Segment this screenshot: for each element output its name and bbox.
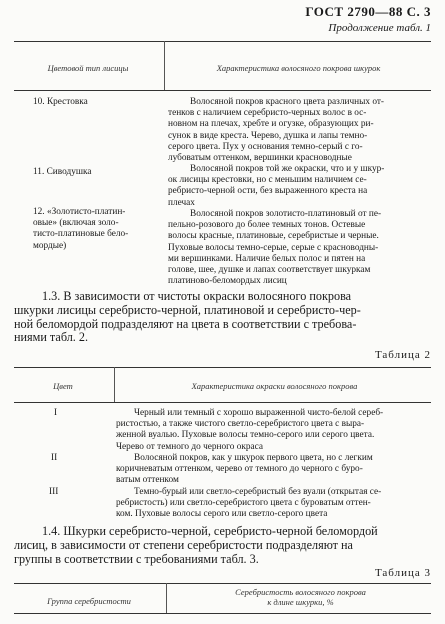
table1-header-divider: [164, 41, 165, 90]
table3-top-rule: [14, 583, 431, 584]
table1-row-desc: Волосяной покров золотисто-платиновый от пе- пельно-розового до более темных тонов. Остевые волосы красные, платиновые, серебристые и черные. Пуховые волосы темно-серые, серые с красноводны- ми вершинками. Наличие белых полос и пятен на голове, шее, душке и лапах соответствует шкуркам платиново-беломордых лисиц: [168, 209, 382, 287]
table1-row-type: 12. «Золотисто-платин- овые» (включая золо- тисто-платиновые бело- мордые): [33, 207, 129, 251]
table2-row-color: II: [51, 453, 58, 463]
table2-row-desc: Черный или темный с хорошо выраженной чисто-белой сереб- ристостью, а также чистого светло-серебристого цвета с выра- женной вуалью. Пуховые волосы темно-серого или серого цвета. Черево от темного до черного окраса: [116, 408, 384, 452]
table2-header-desc: Характеристика окраски волосяного покрова: [191, 381, 358, 391]
table3-header-group: Группа серебристости: [47, 596, 131, 606]
table3-header-rule: [14, 613, 431, 614]
table1-header-desc: Характеристика волосяного покрова шкурок: [216, 63, 381, 73]
table3-header-value: Серебристость волосяного покрова к длине шкурки, %: [235, 587, 366, 607]
table3-caption: Таблица 3: [374, 567, 431, 579]
table2-header-rule: [14, 402, 431, 403]
table2-row-color: III: [49, 487, 59, 497]
table2-caption: Таблица 2: [374, 349, 431, 361]
table1-header-rule: [14, 90, 431, 91]
table1-top-rule: [14, 41, 431, 42]
table1-header-type: Цветовой тип лисицы: [47, 63, 129, 73]
document-header: ГОСТ 2790—88 С. 3: [305, 4, 431, 19]
table2-top-rule: [14, 367, 431, 368]
table2-header-color: Цвет: [53, 381, 73, 391]
table2-row-desc: Волосяной покров, как у шкурок первого цвета, но с легким коричневатым оттенком, черево от темного до черного с буро- ватым оттенком: [116, 453, 373, 486]
table1-row-desc: Волосяной покров красного цвета различных от- тенков с наличием серебристо-черных волос в ос- новном на плечах, хребте и огузке, образующих ри- сунок в виде креста. Черево, душка и лапы темно- серого цвета. Пух у основания темно-серый с го- лубоватым оттенком, вершинки красноводные: [168, 97, 384, 164]
table1-row-desc: Волосяной покров той же окраски, что и у шкур- ок лисицы крестовки, но с меньшим наличием се- ребристо-черной ости, без выраженного креста на плечах: [168, 164, 385, 208]
table-continuation-label: Продолжение табл. 1: [328, 22, 431, 34]
table3-header-divider: [166, 583, 167, 613]
table1-row-type: 10. Крестовка: [33, 97, 88, 107]
table2-row-color: I: [54, 408, 58, 418]
table1-row-type: 11. Сиводушка: [33, 167, 92, 177]
table2-header-divider: [114, 367, 115, 402]
table2-row-desc: Темно-бурый или светло-серебристый без вуали (открытая се- ребристость) или светло-серебристого цвета с буроватым оттен- ком. Пуховые волосы серого или светло-серого цвета: [116, 487, 382, 520]
paragraph-1-3: 1.3. В зависимости от чистоты окраски волосяного покрова шкурки лисицы серебристо-черной, платиновой и серебристо-чер- ной беломордой подразделяют на цвета в соответствии с требова- ниями табл. 2.: [14, 289, 361, 345]
paragraph-1-4: 1.4. Шкурки серебристо-черной, серебристо-черной беломордой лисиц, в зависимости от степени серебристости подразделяют на группы в соответствии с требованиями табл. 3.: [14, 524, 378, 566]
